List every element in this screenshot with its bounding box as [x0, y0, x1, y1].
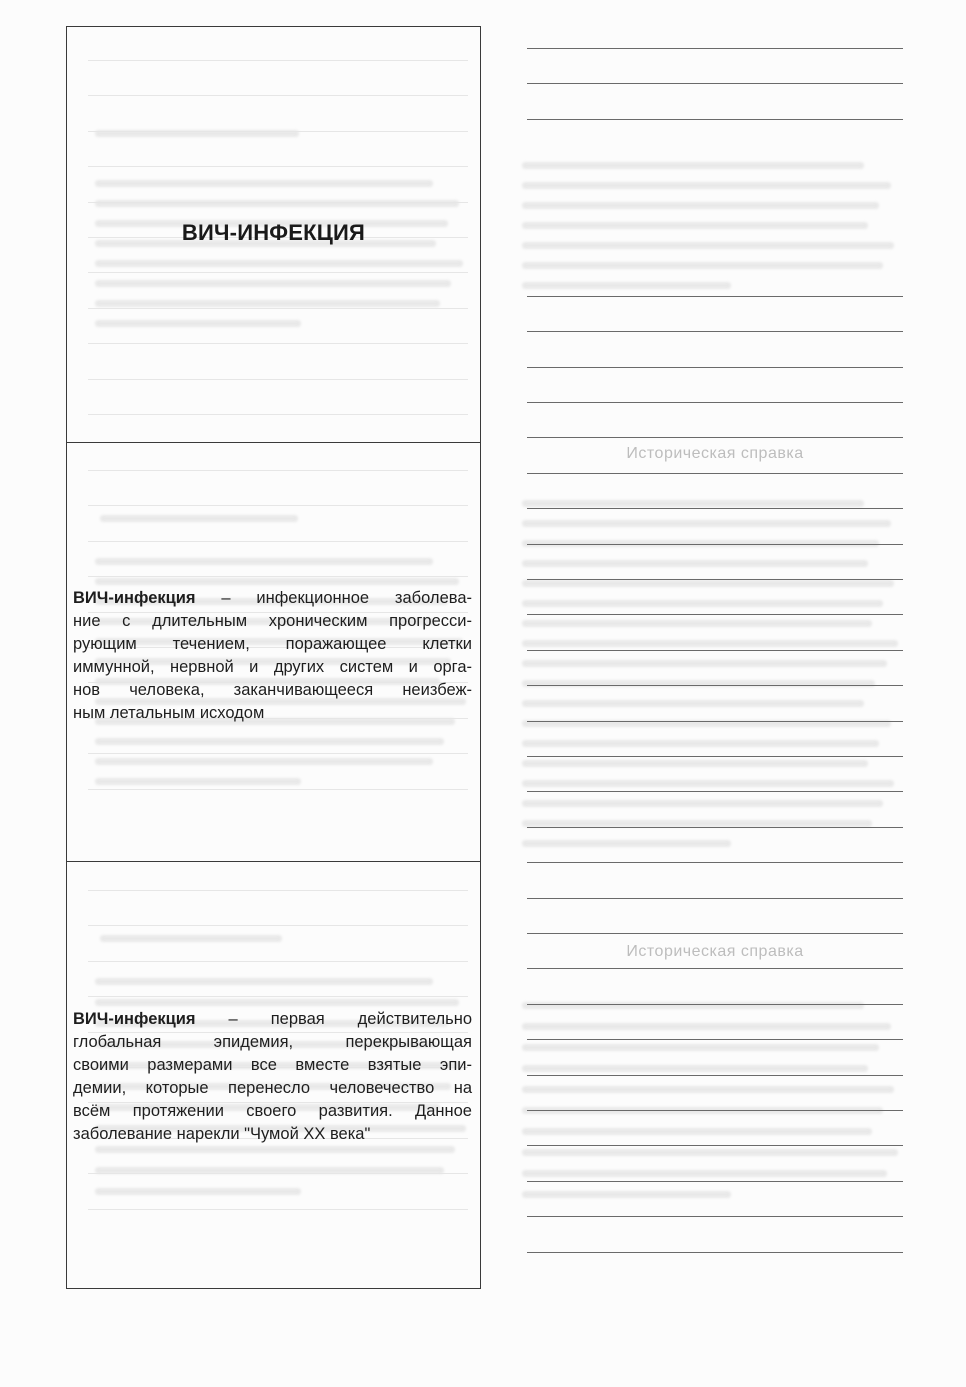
ruled-line [527, 1110, 903, 1111]
text-line [73, 656, 472, 679]
ruled-line [527, 756, 903, 757]
ruled-line [527, 437, 903, 438]
ruled-lines [527, 0, 903, 1387]
line-text: всём протяжении своего развития. Данное [73, 1102, 472, 1120]
term-bold: ВИЧ-инфекция [73, 1010, 196, 1028]
ruled-line [527, 83, 903, 84]
ruled-line [527, 898, 903, 899]
text-line [73, 1008, 472, 1031]
ruled-line [527, 933, 903, 934]
text-line [73, 1123, 472, 1146]
ruled-line [527, 1216, 903, 1217]
ruled-line [527, 685, 903, 686]
ruled-line [527, 508, 903, 509]
ruled-line [527, 544, 903, 545]
epidemic-paragraph [73, 1008, 472, 1146]
line-text: ным летальным исходом [73, 704, 265, 722]
ruled-line [527, 862, 903, 863]
text-line [73, 1077, 472, 1100]
ruled-line [527, 1145, 903, 1146]
term-bold: ВИЧ-инфекция [73, 589, 196, 607]
ruled-line [527, 473, 903, 474]
card-divider [67, 861, 480, 862]
line-text: заболевание нарекли "Чумой XX века" [73, 1125, 371, 1143]
ruled-line [527, 650, 903, 651]
line-text: глобальная эпидемия, перекрывающая [73, 1033, 472, 1051]
line-text: рующим течением, поражающее клетки [73, 635, 472, 653]
faint-section-heading: Историческая справка [626, 943, 804, 960]
page-title: ВИЧ-ИНФЕКЦИЯ [181, 220, 366, 245]
line-text: – инфекционное заболева- [195, 589, 472, 607]
ruled-line [527, 296, 903, 297]
ruled-line [527, 827, 903, 828]
line-text: ние с длительным хроническим прогресси- [73, 612, 472, 630]
ruled-line [527, 1252, 903, 1253]
ruled-line [527, 402, 903, 403]
ruled-line [527, 1004, 903, 1005]
definition-paragraph [73, 587, 472, 725]
text-line [73, 610, 472, 633]
ruled-line [527, 119, 903, 120]
text-line [73, 1031, 472, 1054]
ruled-line [527, 1181, 903, 1182]
line-text: нов человека, заканчивающееся неизбеж- [73, 681, 472, 699]
ruled-line [527, 1075, 903, 1076]
card-divider [67, 442, 480, 443]
ruled-line [527, 791, 903, 792]
text-line [73, 1054, 472, 1077]
ruled-line [527, 1039, 903, 1040]
ruled-line [527, 367, 903, 368]
line-text: иммунной, нервной и других систем и орга- [73, 658, 472, 676]
line-text: – первая действительно [195, 1010, 472, 1028]
line-text: своими размерами все вместе взятые эпи- [73, 1056, 472, 1074]
text-line [73, 587, 472, 610]
ruled-line [527, 614, 903, 615]
ruled-line [527, 48, 903, 49]
faint-section-heading: Историческая справка [626, 445, 804, 462]
ruled-line [527, 968, 903, 969]
ruled-line [527, 721, 903, 722]
text-line [73, 679, 472, 702]
text-line [73, 1100, 472, 1123]
card-column [66, 26, 481, 1289]
text-line [73, 633, 472, 656]
text-line [73, 702, 472, 725]
ruled-line [527, 331, 903, 332]
line-text: демии, которые перенесло человечество на [73, 1079, 472, 1097]
ruled-line [527, 579, 903, 580]
